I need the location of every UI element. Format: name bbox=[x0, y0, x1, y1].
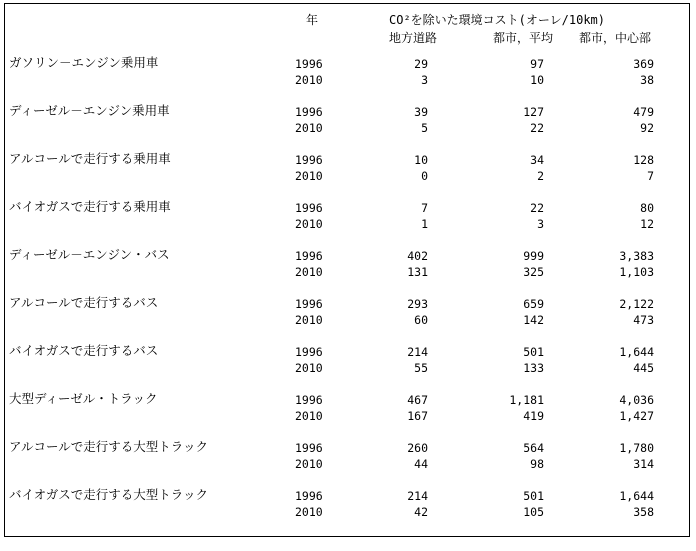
city-center-cell: 445 bbox=[633, 361, 654, 375]
city-average-cell: 34 bbox=[530, 153, 544, 167]
rural-road-cell: 467 bbox=[407, 393, 428, 407]
vehicle-group bbox=[0, 55, 696, 95]
year-cell: 1996 bbox=[295, 201, 323, 215]
city-center-cell: 479 bbox=[633, 105, 654, 119]
table-row bbox=[0, 361, 696, 375]
city-average-cell: 98 bbox=[530, 457, 544, 471]
year-cell: 2010 bbox=[295, 73, 323, 87]
vehicle-label: バイオガスで走行する大型トラック bbox=[9, 487, 209, 502]
year-cell: 1996 bbox=[295, 393, 323, 407]
table-row bbox=[0, 73, 696, 87]
city-center-cell: 128 bbox=[633, 153, 654, 167]
table-row bbox=[0, 169, 696, 183]
city-average-cell: 142 bbox=[523, 313, 544, 327]
city-average-cell: 659 bbox=[523, 297, 544, 311]
year-cell: 2010 bbox=[295, 361, 323, 375]
city-center-cell: 1,644 bbox=[619, 345, 654, 359]
rural-road-cell: 214 bbox=[407, 345, 428, 359]
city-center-cell: 314 bbox=[633, 457, 654, 471]
rural-road-cell: 39 bbox=[414, 105, 428, 119]
city-average-cell: 501 bbox=[523, 345, 544, 359]
city-center-cell: 1,427 bbox=[619, 409, 654, 423]
header-city-center: 都市，中心部 bbox=[578, 31, 651, 45]
city-center-cell: 369 bbox=[633, 57, 654, 71]
year-cell: 2010 bbox=[295, 313, 323, 327]
city-center-cell: 2,122 bbox=[619, 297, 654, 311]
year-cell: 1996 bbox=[295, 153, 323, 167]
rural-road-cell: 167 bbox=[407, 409, 428, 423]
year-cell: 2010 bbox=[295, 505, 323, 519]
rural-road-cell: 29 bbox=[414, 57, 428, 71]
vehicle-group bbox=[0, 103, 696, 143]
year-cell: 2010 bbox=[295, 409, 323, 423]
year-cell: 2010 bbox=[295, 169, 323, 183]
vehicle-group bbox=[0, 391, 696, 431]
year-cell: 2010 bbox=[295, 121, 323, 135]
city-center-cell: 358 bbox=[633, 505, 654, 519]
rural-road-cell: 3 bbox=[421, 73, 428, 87]
rural-road-cell: 55 bbox=[414, 361, 428, 375]
vehicle-label: バイオガスで走行する乗用車 bbox=[9, 199, 171, 214]
table-row bbox=[0, 393, 696, 407]
city-average-cell: 419 bbox=[523, 409, 544, 423]
city-average-cell: 1,181 bbox=[509, 393, 544, 407]
rural-road-cell: 7 bbox=[421, 201, 428, 215]
city-center-cell: 12 bbox=[640, 217, 654, 231]
year-cell: 1996 bbox=[295, 297, 323, 311]
city-center-cell: 473 bbox=[633, 313, 654, 327]
header-cost-title: CO²を除いた環境コスト(オーレ/10km) bbox=[389, 13, 606, 27]
table-row bbox=[0, 345, 696, 359]
year-cell: 1996 bbox=[295, 57, 323, 71]
vehicle-group bbox=[0, 343, 696, 383]
rural-road-cell: 214 bbox=[407, 489, 428, 503]
vehicle-group bbox=[0, 247, 696, 287]
vehicle-label: ガソリン－エンジン乗用車 bbox=[9, 55, 159, 70]
city-center-cell: 3,383 bbox=[619, 249, 654, 263]
rural-road-cell: 293 bbox=[407, 297, 428, 311]
year-cell: 2010 bbox=[295, 265, 323, 279]
table-row bbox=[0, 57, 696, 71]
table-row bbox=[0, 217, 696, 231]
rural-road-cell: 260 bbox=[407, 441, 428, 455]
city-average-cell: 10 bbox=[530, 73, 544, 87]
vehicle-group bbox=[0, 151, 696, 191]
vehicle-label: アルコールで走行する乗用車 bbox=[9, 151, 171, 166]
vehicle-group bbox=[0, 295, 696, 335]
vehicle-label: アルコールで走行するバス bbox=[9, 295, 159, 310]
vehicle-group bbox=[0, 199, 696, 239]
city-center-cell: 7 bbox=[647, 169, 654, 183]
year-cell: 1996 bbox=[295, 489, 323, 503]
city-average-cell: 999 bbox=[523, 249, 544, 263]
city-average-cell: 2 bbox=[537, 169, 544, 183]
rural-road-cell: 44 bbox=[414, 457, 428, 471]
year-cell: 1996 bbox=[295, 441, 323, 455]
table-row bbox=[0, 249, 696, 263]
city-average-cell: 22 bbox=[530, 201, 544, 215]
table-row bbox=[0, 409, 696, 423]
table-row bbox=[0, 153, 696, 167]
year-cell: 1996 bbox=[295, 345, 323, 359]
rural-road-cell: 42 bbox=[414, 505, 428, 519]
city-average-cell: 325 bbox=[523, 265, 544, 279]
vehicle-group bbox=[0, 439, 696, 479]
header-city-average: 都市，平均 bbox=[492, 31, 553, 45]
vehicle-label: ディーゼル－エンジン乗用車 bbox=[9, 103, 170, 118]
table-row bbox=[0, 313, 696, 327]
city-average-cell: 3 bbox=[537, 217, 544, 231]
city-average-cell: 22 bbox=[530, 121, 544, 135]
city-center-cell: 4,036 bbox=[619, 393, 654, 407]
year-cell: 1996 bbox=[295, 249, 323, 263]
year-cell: 2010 bbox=[295, 217, 323, 231]
city-average-cell: 133 bbox=[523, 361, 544, 375]
rural-road-cell: 402 bbox=[407, 249, 428, 263]
city-center-cell: 1,103 bbox=[619, 265, 654, 279]
table-row bbox=[0, 505, 696, 519]
city-center-cell: 80 bbox=[640, 201, 654, 215]
city-center-cell: 92 bbox=[640, 121, 654, 135]
table-row bbox=[0, 297, 696, 311]
year-cell: 2010 bbox=[295, 457, 323, 471]
rural-road-cell: 131 bbox=[407, 265, 428, 279]
vehicle-label: アルコールで走行する大型トラック bbox=[9, 439, 209, 454]
rural-road-cell: 60 bbox=[414, 313, 428, 327]
vehicle-label: ディーゼル－エンジン・バス bbox=[9, 247, 170, 262]
table-row bbox=[0, 265, 696, 279]
rural-road-cell: 1 bbox=[421, 217, 428, 231]
table-row bbox=[0, 489, 696, 503]
table-row bbox=[0, 105, 696, 119]
city-center-cell: 38 bbox=[640, 73, 654, 87]
table-row bbox=[0, 201, 696, 215]
city-center-cell: 1,780 bbox=[619, 441, 654, 455]
table-row bbox=[0, 121, 696, 135]
city-average-cell: 501 bbox=[523, 489, 544, 503]
city-average-cell: 97 bbox=[530, 57, 544, 71]
vehicle-label: 大型ディーゼル・トラック bbox=[9, 391, 158, 406]
city-average-cell: 564 bbox=[523, 441, 544, 455]
vehicle-label: バイオガスで走行するバス bbox=[9, 343, 159, 358]
city-average-cell: 127 bbox=[523, 105, 544, 119]
city-average-cell: 105 bbox=[523, 505, 544, 519]
table-row bbox=[0, 457, 696, 471]
rural-road-cell: 0 bbox=[421, 169, 428, 183]
vehicle-group bbox=[0, 487, 696, 527]
header-rural-road: 地方道路 bbox=[388, 31, 437, 45]
rural-road-cell: 5 bbox=[421, 121, 428, 135]
rural-road-cell: 10 bbox=[414, 153, 428, 167]
year-cell: 1996 bbox=[295, 105, 323, 119]
header-year: 年 bbox=[306, 13, 319, 27]
table-row bbox=[0, 441, 696, 455]
city-center-cell: 1,644 bbox=[619, 489, 654, 503]
